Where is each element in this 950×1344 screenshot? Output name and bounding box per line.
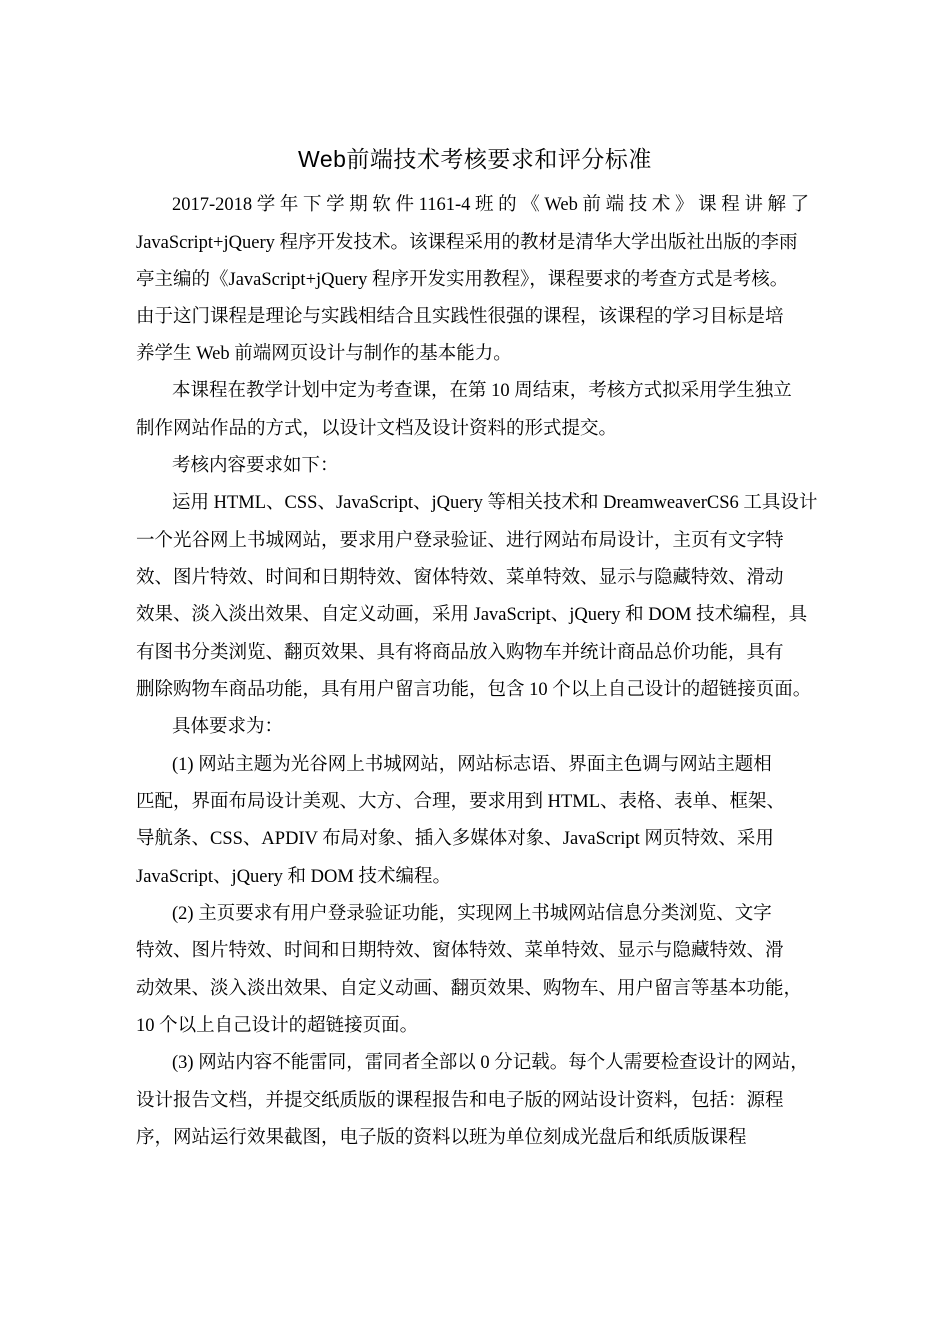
text-line: 本课程在教学计划中定为考查课，在第 10 周结束，考核方式拟采用学生独立 (172, 381, 792, 401)
text-line: 删除购物车商品功能，具有用户留言功能，包含 10 个以上自己设计的超链接页面。 (136, 680, 812, 700)
text-line: 一个光谷网上书城网站，要求用户登录验证、进行网站布局设计，主页有文字特 (136, 531, 784, 551)
text-line: 特效、图片特效、时间和日期特效、窗体特效、菜单特效、显示与隐藏特效、滑 (136, 941, 784, 961)
text-line: 考核内容要求如下： (172, 456, 339, 476)
page-title: Web前端技术考核要求和评分标准 (298, 146, 652, 172)
text-line: JavaScript、jQuery 和 DOM 技术编程。 (136, 867, 451, 887)
text-line: 10 个以上自己设计的超链接页面。 (136, 1016, 419, 1036)
text-line: 效、图片特效、时间和日期特效、窗体特效、菜单特效、显示与隐藏特效、滑动 (136, 568, 784, 588)
text-line: 导航条、CSS、APDIV 布局对象、插入多媒体对象、JavaScript 网页特效、采用 (136, 829, 774, 849)
text-line: 设计报告文档，并提交纸质版的课程报告和电子版的网站设计资料，包括：源程 (136, 1091, 784, 1111)
text-line: 效果、淡入淡出效果、自定义动画，采用 JavaScript、jQuery 和 DOM 技术编程，具 (136, 605, 808, 625)
text-line: 具体要求为： (172, 717, 284, 737)
text-line: 序，网站运行效果截图，电子版的资料以班为单位刻成光盘后和纸质版课程 (136, 1128, 747, 1148)
text-line: JavaScript+jQuery 程序开发技术。该课程采用的教材是清华大学出版社出版的李雨 (136, 233, 798, 253)
text-line: (1) 网站主题为光谷网上书城网站，网站标志语、界面主色调与网站主题相 (172, 755, 772, 775)
text-line: 匹配，界面布局设计美观、大方、合理，要求用到 HTML、表格、表单、框架、 (136, 792, 786, 812)
text-line: 亭主编的《JavaScript+jQuery 程序开发实用教程》，课程要求的考查方式是考核。 (136, 270, 789, 290)
text-line: (2) 主页要求有用户登录验证功能，实现网上书城网站信息分类浏览、文字 (172, 904, 772, 924)
text-line: 制作网站作品的方式，以设计文档及设计资料的形式提交。 (136, 419, 618, 439)
text-line: 2017-2018 学 年 下 学 期 软 件 1161-4 班 的 《 Web 前 端 技 术 》 课 程 讲 解 了 (172, 195, 810, 215)
text-line: 有图书分类浏览、翻页效果、具有将商品放入购物车并统计商品总价功能，具有 (136, 643, 784, 663)
text-line: (3) 网站内容不能雷同，雷同者全部以 0 分记载。每个人需要检查设计的网站， (172, 1053, 809, 1073)
text-line: 养学生 Web 前端网页设计与制作的基本能力。 (136, 344, 512, 364)
text-line: 由于这门课程是理论与实践相结合且实践性很强的课程，该课程的学习目标是培 (136, 307, 784, 327)
text-line: 运用 HTML、CSS、JavaScript、jQuery 等相关技术和 DreamweaverCS6 工具设计 (172, 493, 818, 513)
text-line: 动效果、淡入淡出效果、自定义动画、翻页效果、购物车、用户留言等基本功能， (136, 979, 803, 999)
